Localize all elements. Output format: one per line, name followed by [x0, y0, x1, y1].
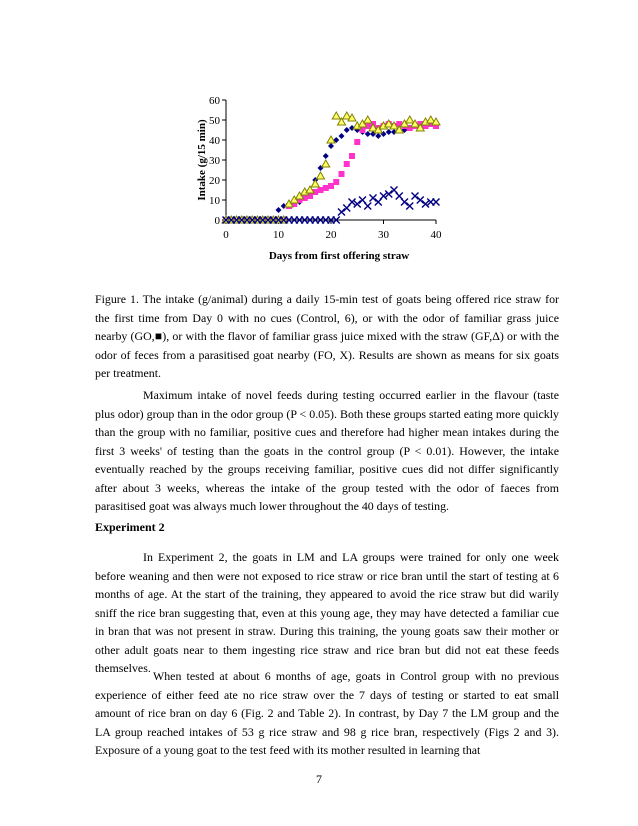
data-point-fo — [417, 197, 424, 204]
data-point-control — [328, 143, 334, 149]
paragraph-results: Maximum intake of novel feeds during testing occurred earlier in the flavour (taste plus odor) group than in the odor group (P < 0.05). Both these groups started eating more quickly than the group with no familiar, positive cues and therefore had higher mean intakes during the first 3 weeks' of testing than the goats in the control group (P < 0.01). However, the intake eventually reached by the groups receiving familiar, positive cues did not differ significantly after about 3 weeks, whereas the intake of the group tested with the odor of faeces from parasitised goat was always much lower throughout the 40 days of testing. — [95, 388, 559, 513]
y-tick-label: 20 — [209, 175, 220, 187]
data-point-go — [328, 183, 334, 189]
x-tick-label: 20 — [325, 229, 337, 241]
data-point-control — [365, 131, 371, 137]
paragraph-testing: When tested at about 6 months of age, goats in Control group with no previous experience of either feed ate no rice straw over the 7 days of testing or started to eat small amount of rice bran on day 6 (Fig. 2 and Table 2). In contrast, by Day 7 the LM group and the LA group reached intakes of 53 g rice straw and 98 g rice bran, respectively (Figs 2 and 3). Exposure of a young goat to the test feed with its mother resulted in learning that — [95, 669, 559, 757]
y-tick-label: 10 — [209, 195, 220, 207]
data-point-control — [276, 207, 282, 213]
data-point-go — [344, 161, 350, 167]
data-point-go — [318, 187, 324, 193]
y-tick-label: 40 — [209, 135, 220, 147]
y-tick-label: 60 — [209, 95, 220, 107]
data-point-go — [339, 171, 345, 177]
data-point-gf — [322, 160, 330, 167]
data-point-fo — [370, 195, 377, 202]
x-tick-label: 40 — [430, 229, 442, 241]
data-point-gf — [311, 180, 319, 187]
figure-caption: Figure 1. The intake (g/animal) during a daily 15-min test of goats being offered rice straw for the first time from Day 0 with no cues (Control, 6), or with the odor of familiar grass juice nearby (GO,■), or with the flavor of familiar grass juice mixed with the straw (GF,Δ) or with the odor of feces from a parasitised goat nearby (FO, X). Results are shown as means for six goats per treatment. — [95, 292, 559, 380]
y-tick-label: 30 — [209, 155, 220, 167]
data-point-control — [323, 153, 329, 159]
data-point-gf — [406, 116, 414, 123]
figure-1-chart — [0, 0, 638, 285]
data-point-go — [349, 153, 355, 159]
x-tick-label: 30 — [378, 229, 389, 241]
y-axis-label: Intake (g/15 min) — [196, 119, 208, 201]
data-point-control — [386, 129, 392, 135]
data-point-go — [323, 185, 329, 191]
y-tick-label: 0 — [214, 215, 220, 227]
data-point-gf — [364, 116, 372, 123]
data-point-control — [375, 133, 381, 139]
y-tick-label: 50 — [209, 115, 220, 127]
section-heading: Experiment 2 — [95, 520, 165, 534]
data-point-go — [333, 179, 339, 185]
data-point-go — [354, 139, 360, 145]
x-axis-label: Days from first offering straw — [268, 250, 410, 262]
data-point-control — [344, 127, 350, 133]
x-tick-label: 0 — [223, 229, 229, 241]
data-point-fo — [401, 199, 408, 206]
data-point-gf — [317, 172, 325, 179]
data-point-fo — [406, 203, 413, 210]
data-point-fo — [338, 209, 345, 216]
data-point-gf — [332, 112, 340, 119]
data-point-fo — [433, 199, 440, 206]
page-number: 7 — [316, 772, 322, 786]
chart-marks — [222, 112, 440, 224]
data-point-fo — [364, 203, 371, 210]
paragraph-experiment-2: In Experiment 2, the goats in LM and LA groups were trained for only one week before weaning and then were not exposed to rice straw or rice bran until the start of testing at 6 months of age. At the start of the training, they appeared to avoid the rice straw but did warily sniff the rice bran suggesting that, even at this young age, they may have detected a familiar cue in bran that was not present in straw. During this training, the young goats saw their mother or other adult goats near to them ingesting rice straw and rice bran but did not eat these feeds themselves. — [95, 550, 559, 675]
x-tick-label: 10 — [273, 229, 284, 241]
data-point-fo — [412, 193, 419, 200]
data-point-control — [339, 133, 345, 139]
